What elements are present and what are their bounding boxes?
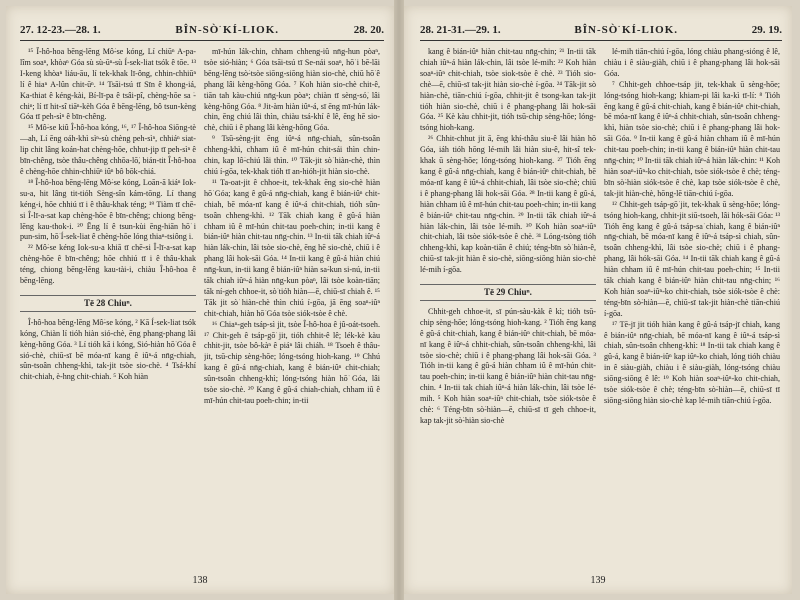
paragraph: ²⁶ Chhit-chhut jit ā, ēng khí-thâu siu-ê lâi hiàn hō͘ Góa, iáh tióh hōng lé-mih lâi hiàn siu-ê, hit-sî tek-khak ū sèng-hōe; lóng-tsóng hioh-kang. ²⁷ Tióh ēng kang ê gû-á nn̄g-chiah, kang ê bián-iûⁿ chit-chiah, bē móa-nī kang ê iûⁿ-á chhit-chiah, lâi tsòe sio-chè; chiū i ê phang-phang lâi hok-sāi Góa. ²⁸ In-tii kang ê gû-á, hiàn chham iû ê mī-hún chit-tau poeh-chin; in-tii kang ê bián-iûⁿ chit-tau nn̄g-chin. ²⁹ In-tii tāk chiah iûⁿ-á hiàn lák-chin, lâi tsòe lé-mih. ³⁰ Koh hiàn soaⁿ-iûⁿ chit-chiah, lâi tsòe siók-tsòe ê chè. ³¹ Lóng-tsòng tióh chheng-khì, kap koàn-tiān ê chiú; téng-bīn sò͘ hiàn-ê, chiū-sī tak-jit hiàn ê sio-chè, siōng-siōng hiàn sio-chè lé-mih í-gōa. xyxy=(420,134,596,275)
right-page xyxy=(404,6,792,594)
left-columns xyxy=(20,47,384,557)
paragraph: mī-hún lák-chin, chham chheng-iû nn̄g-hun pòaⁿ, tsòe sió-hiàn; ⁶ Góa tsāi-tsú tī Se-nái soaⁿ, hō͘ i bē-lāi bēng-lēng tsò͘-tsòe siōng-siōng hiàn sio-chè, chiū hō͘ ê phang lâi kèng-hōng Góa. ⁷ Koh hiàn sio-chè chit-ê, tiān tah kàu-chiú nn̄g-kun pòaⁿ; chiàn tī sèng-só͘, lâi kèng-hōng Góa. ⁸ Jit-àm hiàn iûⁿ-á, sī ēng mī-hún lák-chin, ēng chiú lâi thìn, chiàu tsá-khí ê lê, ēng hē sio-chè, chiū i ê phang lâi kèng-hōng Góa. xyxy=(204,47,380,133)
right-column-1 xyxy=(420,47,596,557)
page-number: 138 xyxy=(192,575,208,586)
paragraph: Chhit-geh chhoe-it, sī pún-sàu-kàk ê kì; tióh tsū-chip sèng-hōe; lóng-tsóng hioh-kang. ² Tióh ēng kang ê gû-á chit-chiah, kang ê bián-iûⁿ chit-chiah, bē móa-nī kang ê iûⁿ-á chhit-chiah, sûn-tsoân chheng-khì, lâi tsòe sio-chè; chiū i ê phang-phang lâi hok-sāi Góa. ³ Tióh in-tii kang ê gû-á hiàn chham iû ê mī-hún chit-tau poeh-chin; in-tii kang ê bián-iûⁿ hiàn chit-tau nn̄g-chin. ⁴ In-tii tak chiah iûⁿ-á hiàn lák-chin, lâi tsòe lé-mih. ⁵ Koh hiàn soaⁿ-iûⁿ chit-chiah, tsòe siók-tsòe ê chè: ⁶ Téng-bīn sò͘-hiàn—ē, chiū-sī tī geh chhoe-it, kap tak-jit sò͘-hiàn sio-chè xyxy=(420,306,596,425)
right-header-title: BÎN-SÒ͘ KÍ-LIOK. xyxy=(574,24,679,36)
left-column-2 xyxy=(204,47,380,557)
left-header-reference: 27. 12-23.—28. 1. xyxy=(20,24,101,36)
paragraph: ¹² Chhit-geh tsáp-gō͘ jit, tek-khak ū sèng-hōe; lóng-tsóng hioh-kang, chhit-jit siū-tsoeh, lâi hók-sāi Góa: ¹³ Tióh ēng kang ê gû-á tsáp-sa͘ chiah, kang ê bián-iûⁿ nn̄g-chiah, bē móa-nī kang ê iûⁿ-á tsáp-sì chiah, sûn-tsoân chheng-khì, lâi tsòe sio-chè; chiū i ê phang-phang, lâi hók-sāi Góa. ¹⁴ In-tii tāk chiah kang ê gû-á hiàn chham iû ê mī-hún chit-tau poeh-chin; ¹⁵ In-tii tāk chiah kang ê bián-iûⁿ hiàn chit-tau nn̄g-chin; ¹⁶ Koh hiàn soaⁿ-iûⁿ-ko chit-chiah, tsòe siók-tsòe ê chè: téng-bīn sò͘-hiàn—ē, chiū-sī tak-jit hiàn-chè tiān-chiú í-gōa. xyxy=(604,199,780,318)
paragraph: ⁹ Tsū-sèng-jit ēng iûⁿ-á nn̄g-chiah, sûn-tsoân chheng-khì, chham iû ê mī-hún chit-sái thìn chin-chin, kap lô͘-chiú lâi thìn. ¹⁰ Tāk-jit sò͘ hiàn-chè, thìn chiú í-gōa, tek-khak tióh tī an-hióh-jit hiàn sio-chè. xyxy=(204,134,380,176)
right-header-chapter: 29. 19. xyxy=(751,24,782,36)
paragraph: ²² Mô͘-se kéng Iok-su-a khiā tī chē-si Î-lī-a-sat kap chèng-hōe ê bīn-chêng; hōe chhiú tī i ê thâu-khak téng, chiong bēng-lēng kau-tài-i, chiàu Î-hô-hoa ê bēng-lēng. xyxy=(20,243,196,286)
left-header-title: BÎN-SÒ͘ KÍ-LIOK. xyxy=(175,24,280,36)
book-gutter xyxy=(394,0,404,600)
right-column-2 xyxy=(604,47,780,557)
right-running-head xyxy=(420,24,782,41)
paragraph: ¹⁶ Chiaⁿ-geh tsáp-sì jit, tsòe Î-hô-hoa ê jû-oát-tsoeh. ¹⁷ Chit-geh ê tsáp-gō͘ jit, tióh chhit-ê lê; lék-kè kàu chhit-jit, tsòe bô-kàⁿ ê piáⁿ lâi chiáh. ¹⁸ Tsoeh ê thâu-jit, tsū-chip sèng-hōe; lóng-tsóng hioh-kang. ¹⁹ Chhú kang ê gû-á nn̄g-chiah, kang ê bián-iûⁿ chit-chiah; sûn-tsoân chheng-khì; lóng-tsóng hiàn hō͘ Góa, lâi tsòe sio-chè. ²⁰ Kang ê gû-á chiah-chiah, chham iû ê mī-hún chit-tau poeh-chin; in-tii xyxy=(204,319,380,405)
paragraph: ⁷ Chhit-geh chhoe-tsáp jit, tek-khak ū sèng-hōe; lóng-tsóng hioh-kang; khiam-pi lâi ka-kì tī-lí: ⁸ Tióh ēng kang ê gû-á chit-chiah, kang ê bián-iûⁿ chit-chiah, bē móa-nī kang ê iûⁿ-á chhit-chiah, sûn-tsoân chheng-khì, hiàn tsòe sio-chè; chiū i ê phang-phang lâi hok-sāi Góa. ⁹ In-tii kang ê gû-á hiàn chham iû ê mī-hún chit-tau poeh-chin; in-tii kang ê bián-iûⁿ hiàn chit-tau nn̄g-chin; ¹⁰ In-tii tāk chiah iûⁿ-á hiàn lák-chin: ¹¹ Koh hiàn soaⁿ-iûⁿ-ko chit-chiah, tsòe siók-tsòe ê chè; téng-bīn sò͘-hiàn siók-tsòe ê chè, kap tsòe siók-tsòe ê chè, tak-jit hiàn-chè, hōng-lē tiān-chiú í-gōa. xyxy=(604,79,780,198)
left-header-chapter: 28. 20. xyxy=(353,24,384,36)
right-columns xyxy=(420,47,782,557)
chapter-heading: Tē 28 Chiuⁿ. xyxy=(20,295,196,312)
paragraph: ¹⁸ Î-hô-hoa bēng-lēng Mô͘-se kóng, Loān-ā kiáⁿ Iok-su-a, hit lâng tit-tióh Sèng-sîn kám-tōng. Lí thang kéng-i, hōe chhiú tī i ê thâu-khak téng; ¹⁹ Tiàm tī chē-si Î-lī-a-sat kap chèng-hōe ê bīn-chêng; chiong bēng-lēng kau-thok-i. ²⁰ Ēng lí ê tsun-kùi ēng-hiān hō͘ i pun-sim, hō͘ Í-sek-liat ê chèng-hōe lóng thiaⁿ-tsiông i. xyxy=(20,177,196,242)
paragraph: lé-mih tiān-chiú í-gōa, lóng chiàu phang-sióng ê lê, chiàu i ê siàu-giàh, chiū i ê phang-phang lâi hok-sāi Góa. xyxy=(604,47,780,78)
chapter-heading: Tē 29 Chiuⁿ. xyxy=(420,284,596,301)
paragraph: kang ê bián-iûⁿ hiàn chit-tau nn̄g-chin; ²¹ In-tii tāk chiah iûⁿ-á hiàn lák-chin, lâi tsòe lé-mih: ²² Koh hiàn soaⁿ-iûⁿ chit-chiah, tsòe siok-tsòe ê chè. ²³ Tióh sio-chè—ē, chiū-sī tak-jit hiàn sio-chè í-gōa. ²⁴ Tāk-jit sò͘ hiàn-chè, tiān-chiú í-gōa, chhit-jit ê tsong-kan tak-jit tióh hiàn sio-chè, chiū i ê phang-phang lâi hok-sāi Góa. ²⁵ Kè kàu chhit-jit, tióh tsū-chip sèng-hōe; lóng-tsóng hioh-kang. xyxy=(420,47,596,133)
left-column-1 xyxy=(20,47,196,557)
paragraph: ¹⁵ Î-hô-hoa bēng-lēng Mô͘-se kóng, Lí chiūⁿ A-pa-lîm soaⁿ, khòaⁿ Góa sù sù-ūⁿ-sù Í-sek-liat tsók ê tōe. ¹³ I-keng khòaⁿ liáu-āu, lí tek-khak lī-ông, chhin-chhiūⁿ lí ê hiaⁿ A-lûn chit-ūⁿ. ¹⁴ Tsāi-tsú tī Sīn ê khong-iá, Ka-thiat ê kéng-kài, Bí-lī-pa ê tsâi-pî, chèng-hōe sa ͘-chiⁿ; lí tī hit-sî tiāⁿ-kèh Góa ê bēng-lēng, bô tsun-kèng Góa tī peh-sìⁿ ê bīn-chêng. xyxy=(20,47,196,122)
paragraph: ¹⁷ Tē-jī jit tióh hiàn kang ê gû-á tsáp-jī chiah, kang ê bián-iûⁿ nn̄g-chiah, bē móa-nī kang ê iûⁿ-á tsáp-sì chiah, sûn-tsoân chheng-khì: ¹⁸ In-tii tak chiah kang ê gû-á, kang ê bián-iûⁿ kap iûⁿ-ko chiah, lóng tióh chiàu in ê siàu-giàh, chiàu i ê siàu-giàh, lóng-tsóng chiàu siōng-siōng ê lê: ¹⁹ Koh hiàn soaⁿ-iûⁿ-ko chit-chiah, tsòe siók-tsòe ê chè; téng-bīn sò͘-hiàn—ē, chiū-sī tī siōng-siōng hiàn sio-chè kap lé-mih tiān-chiú í-gōa. xyxy=(604,319,780,405)
paragraph: ¹⁵ Mô͘-se kiû Î-hô-hoa kóng, ¹⁶, ¹⁷ Î-hô-hoa Siōng-tè—ah, Lí ēng oáh-khì sìⁿ-sù chèng peh-sìⁿ, chhiáⁿ siat-lip chit lâng koán-hat chèng-hōe, chhut-jip tī peh-sìⁿ ê bīn-chêng, tsòe thâu-chêng chhōa-lō͘, bián-tit Î-hô-hoa ê chèng-hōe chhin-chhiūⁿ iûⁿ bô bōk-chiá. xyxy=(20,123,196,176)
paragraph: ¹¹ Ta-oat-jit ê chhoe-it, tek-khak ēng sio-chè hiàn hō͘ Góa; kang ê gû-á nn̄g-chiah, kang ê bián-iûⁿ chit-chiah, bē móa-nī kang ê iûⁿ-á chit-chiah, tióh sûn-tsoân chheng-khì. ¹² Tāk chiah kang ê gû-á hiàn chham iû ê mī-hún chit-tau poeh-chin; in-tii kang ê bián-iûⁿ hiàn chit-tau nn̄g-chin. ¹³ In-tii tāk chiah iûⁿ-á hiàn lák-chin, lâi tsòe sio-chè, ēng hē sio-chè, chiū i ê phang lâi hok-sāi Góa. ¹⁴ In-tii kang ê gû-á hiàn chiú nn̄g-kun, in-tii kang ê bián-iûⁿ hiàn sa͘-kun si-nú, in-tii tāk chiah iûⁿ-á hiàn nn̄g-kun pòaⁿ, lâi tsòe koàn-tiān; tāk ní-geh chhoe-it, sò͘ tióh hiàn—ē, chiū-sī chiah ê. ¹⁵ Tāk jit sò͘ hiàn-chè thìn chiú í-gōa, jā ēng soaⁿ-iûⁿ chit-chiah, hiàn hō͘ Góa tsòe siók-tsòe ê chè. xyxy=(204,177,380,318)
left-page xyxy=(6,6,394,594)
paragraph: Î-hô-hoa bēng-lēng Mô͘-se kóng, ² Kā Í-sek-liat tsók kóng, Chiàn lí tióh hiàn sió-chè, ēng phang-phang lâi kèng-hōng Góa. ³ Lí tióh kā i kóng, Sió-hiàn hō͘ Góa ê sió-chè, chiū-sī bē móa-nī kang ê iûⁿ-á nn̄g-chiah, sûn-tsoân chheng-khì, tak-jit tsòe sio-chè. ⁴ Tsá-khí chit-chiah, è-hng chit-chiah. ⁵ Koh hiàn xyxy=(20,317,196,382)
right-header-reference: 28. 21-31.—29. 1. xyxy=(420,24,501,36)
left-running-head xyxy=(20,24,384,41)
page-number: 139 xyxy=(590,575,606,586)
